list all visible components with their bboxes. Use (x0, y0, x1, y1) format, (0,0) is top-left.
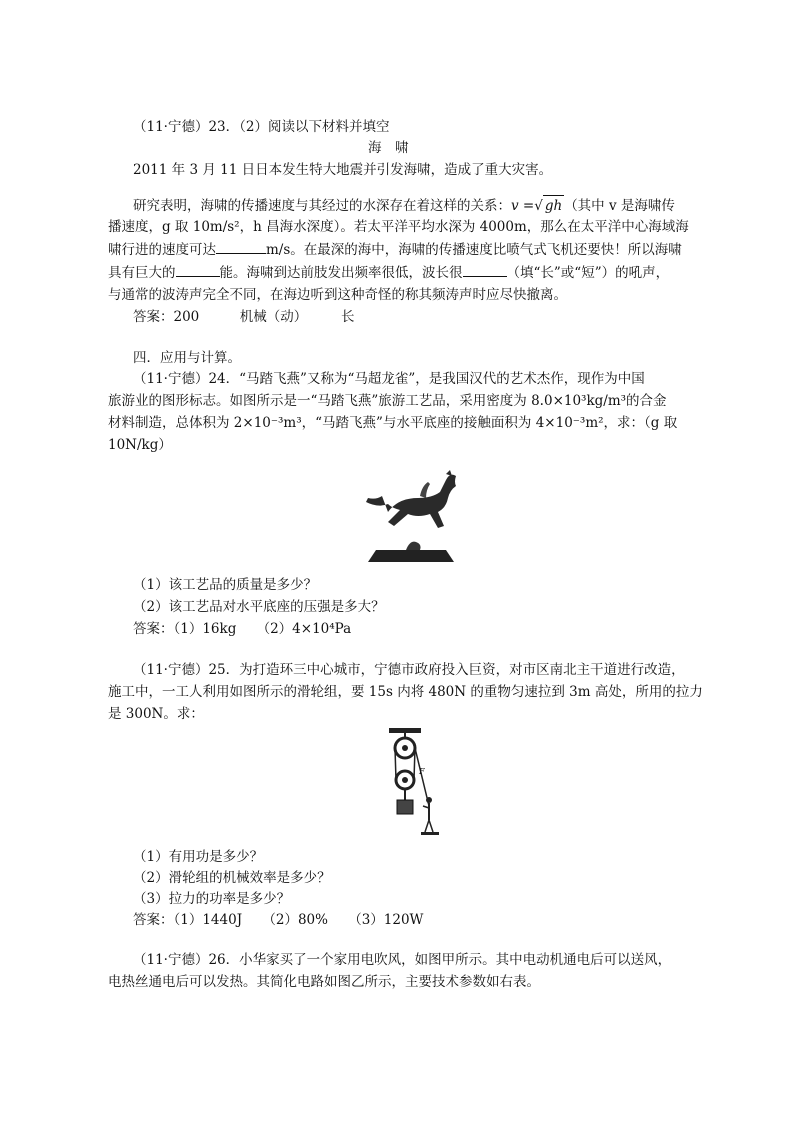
flying-horse-image (360, 470, 460, 568)
q23-para-line4 (108, 262, 669, 283)
q23-text: （填“长”或“短”）的吼声， (506, 265, 670, 281)
q23-answer: 答案：200 机械（动） 长 (133, 309, 355, 325)
formula-sqrt: gh (543, 195, 564, 216)
q24-line2: 旅游业的图形标志。如图所示是一“马踏飞燕”旅游工艺品，采用密度为 8.0×10³kg/m³的合金 (108, 393, 667, 409)
q23-para-line5: 与通常的波涛声完全不同，在海边听到这种奇怪的称其频涛声时应尽快撤离。 (108, 287, 567, 303)
q25-subq2: （2）滑轮组的机械效率是多少？ (133, 870, 331, 886)
q25-answer: 答案：（1）1440J （2）80% （3）120W (133, 912, 424, 928)
q23-text: （其中 v 是海啸传 (564, 198, 675, 214)
formula: v =√ gh (511, 198, 564, 214)
q25-subq3: （3）拉力的功率是多少？ (133, 891, 291, 907)
q23-header: （11·宁德）23．（2）阅读以下材料并填空 (133, 119, 390, 135)
section-heading: 四．应用与计算。 (133, 350, 241, 366)
q24-line1: （11·宁德）24．“马踏飞燕”又称为“马超龙雀”，是我国汉代的艺术杰作，现作为中国 (133, 371, 645, 387)
answer-blank (216, 239, 266, 254)
q25-subq1: （1）有用功是多少？ (133, 849, 264, 865)
q26-line1: （11·宁德）26．小华家买了一个家用电吹风，如图甲所示。其中电动机通电后可以送风， (133, 952, 672, 968)
formula-v: v = (511, 198, 535, 214)
q25-line2: 施工中，一工人利用如图所示的滑轮组，要 15s 内将 480N 的重物匀速拉到 3m 高处，所用的拉力 (108, 684, 703, 700)
q25-line1: （11·宁德）25．为打造环三中心城市，宁德市政府投入巨资，对市区南北主干道进行改造， (133, 662, 685, 678)
answer-blank (176, 262, 220, 277)
pulley-system-diagram (385, 728, 445, 838)
q23-text: 啸行进的速度可达 (108, 242, 216, 258)
q23-text: 研究表明，海啸的传播速度与其经过的水深存在着这样的关系： (133, 198, 511, 214)
q23-text: m/s。在最深的海中，海啸的传播速度比喷气式飞机还要快！所以海啸 (266, 242, 682, 258)
q24-line4: 10N/kg） (108, 437, 172, 453)
q23-title: 海 啸 (368, 140, 409, 156)
answer-blank (463, 262, 507, 277)
q23-intro: 2011 年 3 月 11 日日本发生特大地震并引发海啸，造成了重大灾害。 (133, 162, 553, 178)
force-label: F (419, 767, 425, 776)
q23-text: 具有巨大的 (108, 265, 176, 281)
q24-answer: 答案：（1）16kg （2）4×10⁴Pa (133, 621, 352, 637)
q23-text: 能。海啸到达前肢发出频率很低，波长很 (219, 265, 463, 281)
q24-subq1: （1）该工艺品的质量是多少？ (133, 577, 318, 593)
q25-line3: 是 300N。求： (108, 706, 204, 722)
q26-line2: 电热丝通电后可以发热。其简化电路如图乙所示，主要技术参数如右表。 (108, 974, 540, 990)
q23-para-line1 (133, 195, 675, 216)
q24-subq2: （2）该工艺品对水平底座的压强是多大？ (133, 599, 385, 615)
q24-line3: 材料制造，总体积为 2×10⁻³m³，“马踏飞燕”与水平底座的接触面积为 4×10⁻³m²，求：（g 取 (108, 415, 678, 431)
q23-para-line2: 播速度，g 取 10m/s²，h 昌海水深度）。若太平洋平均水深为 4000m，那么在太平洋中心海域海 (108, 219, 689, 235)
q23-para-line3 (108, 239, 682, 260)
